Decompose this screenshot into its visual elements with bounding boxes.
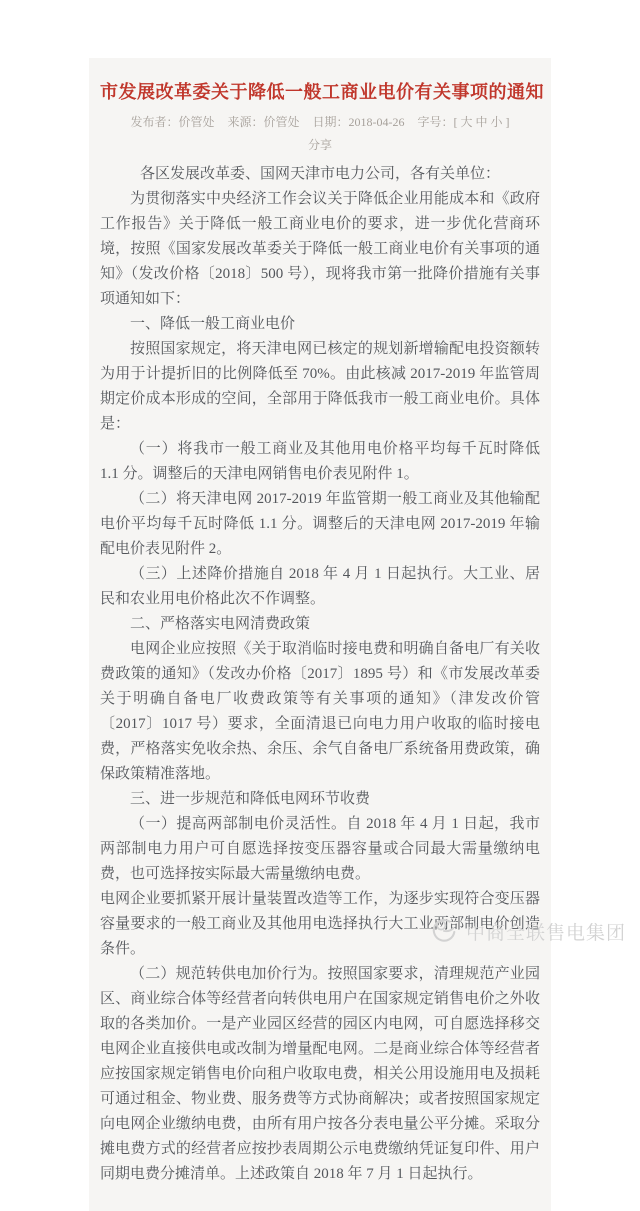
paragraph: （二）规范转供电加价行为。按照国家要求，清理规范产业园区、商业综合体等经营者向转供电用户在国家规定销售电价之外收取的各类加价。一是产业园区经营的园区内电网，可自愿选择移交电网企业直接供电或改制为增量配电网。二是商业综合体等经营者应按国家规定销售电价向租户收取电费，相关公用设施用电及损耗可通过租金、物业费、服务费等方式协商解决；或者按照国家规定向电网企业缴纳电费，由所有用户按各分表电量公平分摊。采取分摊电费方式的经营者应按抄表周期公示电费缴纳凭证复印件、用户同期电费分摊清单。上述政策自 2018 年 7 月 1 日起执行。 [100, 966, 540, 1182]
paragraph-heading-3: 三、进一步规范和降低电网环节收费 [130, 791, 371, 807]
paragraph: （二）将天津电网 2017-2019 年监管期一般工商业及其他输配电价平均每千瓦时降低 1.1 分。调整后的天津电网 2017-2019 年输配电价表见附件 2。 [100, 491, 540, 557]
meta-publisher: 发布者：价管处 [130, 115, 215, 129]
brand-logo-icon [429, 916, 459, 946]
paragraph: 为贯彻落实中央经济工作会议关于降低企业用能成本和《政府工作报告》关于降低一般工商业电价的要求，进一步优化营商环境，按照《国家发展改革委关于降低一般工商业电价有关事项的通知》（发改价格〔2018〕500 号），现将我市第一批降价措施有关事项通知如下： [100, 191, 540, 307]
article-body [100, 162, 540, 1187]
article-meta [100, 113, 540, 130]
brand-watermark [429, 916, 626, 946]
paragraph: （三）上述降价措施自 2018 年 4 月 1 日起执行。大工业、居民和农业用电价格此次不作调整。 [100, 566, 540, 607]
share-button[interactable]: 分享 [307, 138, 332, 152]
paragraph: 电网企业应按照《关于取消临时接电费和明确自备电厂有关收费政策的通知》（发改办价格〔2017〕1895 号）和《市发展改革委关于明确自备电厂收费政策等有关事项的通知》（津发改价管〔2017〕1017 号）要求，全面清退已向电力用户收取的临时接电费，严格落实免收余热、余压、余气自备电厂系统备用费政策，确保政策精准落地。 [100, 641, 540, 782]
article-card [89, 58, 551, 1211]
paragraph: （一）提高两部制电价灵活性。自 2018 年 4 月 1 日起，我市两部制电力用户可自愿选择按变压器容量或合同最大需量缴纳电费，也可选择按实际最大需量缴纳电费。 [100, 816, 540, 882]
share-row [100, 136, 540, 153]
meta-source: 来源：价管处 [227, 115, 300, 129]
paragraph: 电网企业要抓紧开展计量装置改造等工作，为逐步实现符合变压器容量要求的一般工商业及其他用电选择执行大工业两部制电价创造条件。 [100, 891, 540, 957]
page [0, 58, 640, 1182]
fontsize-switcher[interactable]: 字号：[ 大 中 小 ] [417, 115, 510, 129]
paragraph-salutation: 各区发展改革委、国网天津市电力公司，各有关单位： [139, 166, 500, 182]
meta-date: 日期：2018-04-26 [312, 115, 405, 129]
paragraph: 按照国家规定，将天津电网已核定的规划新增输配电投资额转为用于计提折旧的比例降低至 70%。由此核减 2017-2019 年监管周期定价成本形成的空间，全部用于降低我市一般工商业电价。具体是： [100, 341, 540, 432]
brand-name: 中商全联售电集团 [465, 922, 626, 944]
paragraph: （一）将我市一般工商业及其他用电价格平均每千瓦时降低 1.1 分。调整后的天津电网销售电价表见附件 1。 [100, 441, 540, 482]
paragraph-heading-2: 二、严格落实电网清费政策 [130, 616, 311, 632]
paragraph-heading-1: 一、降低一般工商业电价 [130, 316, 296, 332]
article-title: 市发展改革委关于降低一般工商业电价有关事项的通知 [100, 82, 544, 102]
